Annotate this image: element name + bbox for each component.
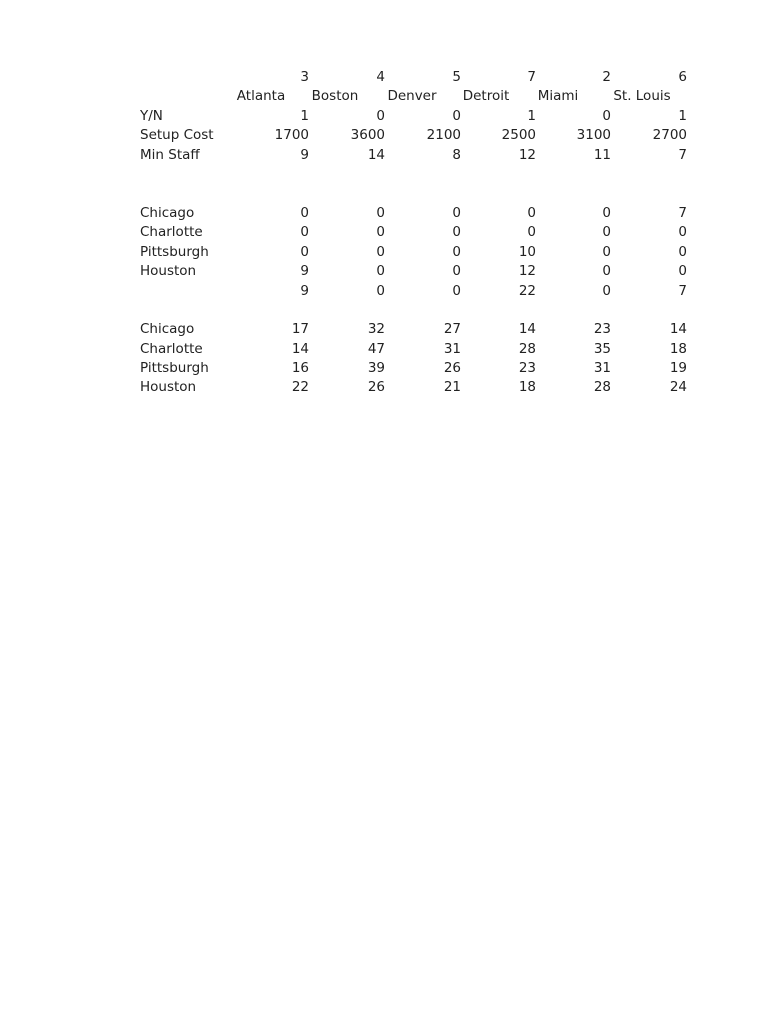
cost-row [140,378,688,397]
table-cell: 9 [300,263,309,280]
param-row [140,107,688,126]
city-header-row [140,87,688,106]
table-cell: 0 [452,243,461,260]
index-cell: 2 [602,69,611,85]
total-cell: 0 [602,282,611,299]
table-cell: 24 [669,379,687,396]
table-cell: 28 [593,379,611,396]
table-cell: 0 [602,243,611,260]
table-cell: 3600 [350,127,385,144]
table-cell: 27 [443,321,461,338]
table-cell: 0 [678,263,687,280]
table-cell: 0 [452,263,461,280]
index-cell: 7 [527,69,536,85]
spacer [140,301,688,320]
table-cell: 14 [367,146,385,163]
row-label: Min Staff [140,146,200,163]
index-cell: 5 [452,69,461,85]
table-cell: 3100 [576,127,611,144]
row-label: Charlotte [140,224,203,241]
city-header: Denver [387,88,437,105]
table-cell: 0 [376,263,385,280]
row-label: Houston [140,263,197,280]
table-cell: 2500 [501,127,536,144]
table-cell: 11 [593,146,611,163]
table-cell: 26 [443,360,461,377]
row-label: Chicago [140,204,195,221]
spacer [140,165,688,204]
table-cell: 21 [443,379,461,396]
row-label: Setup Cost [140,127,214,144]
index-cell: 3 [300,69,309,85]
table-cell: 0 [376,107,385,124]
table-cell: 18 [518,379,536,396]
table-cell: 14 [669,321,687,338]
table-cell: 31 [593,360,611,377]
table-cell: 1 [678,107,687,124]
assignment-row [140,223,688,242]
cost-row [140,320,688,339]
table-cell: 26 [367,379,385,396]
table-cell: 0 [300,224,309,241]
row-label: Charlotte [140,340,203,357]
table-cell: 16 [291,360,309,377]
table-cell: 31 [443,340,461,357]
spreadsheet [140,68,688,398]
table-cell: 0 [602,224,611,241]
assignment-row [140,243,688,262]
table-cell: 47 [367,340,385,357]
table-cell: 0 [678,243,687,260]
table-cell: 22 [291,379,309,396]
total-cell: 9 [300,282,309,299]
row-label: Pittsburgh [140,243,209,260]
table-cell: 12 [518,263,536,280]
table-cell: 7 [678,146,687,163]
param-row [140,146,688,165]
total-cell: 22 [518,282,536,299]
table-cell: 28 [518,340,536,357]
table-cell: 0 [602,107,611,124]
table-cell: 23 [518,360,536,377]
table-cell: 0 [300,204,309,221]
assignment-row [140,262,688,281]
table-cell: 0 [300,243,309,260]
row-label: Chicago [140,321,195,338]
table-cell: 17 [291,321,309,338]
table-cell: 0 [678,224,687,241]
table-cell: 14 [518,321,536,338]
city-header: Boston [311,88,359,105]
table-cell: 19 [669,360,687,377]
table-cell: 1700 [274,127,309,144]
table-cell: 7 [678,204,687,221]
table-cell: 23 [593,321,611,338]
table-cell: 1 [527,107,536,124]
table-cell: 0 [376,204,385,221]
table-cell: 0 [452,204,461,221]
table-cell: 32 [367,321,385,338]
table-cell: 0 [452,107,461,124]
city-header: St. Louis [613,88,671,105]
table-cell: 0 [527,224,536,241]
city-header: Atlanta [236,88,286,105]
table-cell: 0 [376,224,385,241]
index-row [140,68,688,87]
table-cell: 0 [376,243,385,260]
table-cell: 0 [602,204,611,221]
table-cell: 9 [300,146,309,163]
city-header: Miami [537,88,579,105]
total-cell: 0 [452,282,461,299]
table-cell: 35 [593,340,611,357]
cost-row [140,359,688,378]
row-label: Pittsburgh [140,360,209,377]
table-cell: 0 [602,263,611,280]
table-cell: 10 [518,243,536,260]
table-cell: 39 [367,360,385,377]
index-cell: 4 [376,69,385,85]
index-cell: 6 [678,69,687,85]
table-cell: 8 [452,146,461,163]
total-cell: 7 [678,282,687,299]
table-cell: 2700 [652,127,687,144]
city-header: Detroit [462,88,510,105]
table-cell: 0 [452,224,461,241]
table-cell: 2100 [426,127,461,144]
total-cell: 0 [376,282,385,299]
assignment-row [140,204,688,223]
table-cell: 18 [669,340,687,357]
table-cell: 14 [291,340,309,357]
row-label: Houston [140,379,197,396]
table-cell: 12 [518,146,536,163]
cost-row [140,340,688,359]
param-row [140,126,688,145]
assignment-totals-row [140,282,688,301]
table-cell: 0 [527,204,536,221]
row-label: Y/N [140,107,163,124]
table-cell: 1 [300,107,309,124]
